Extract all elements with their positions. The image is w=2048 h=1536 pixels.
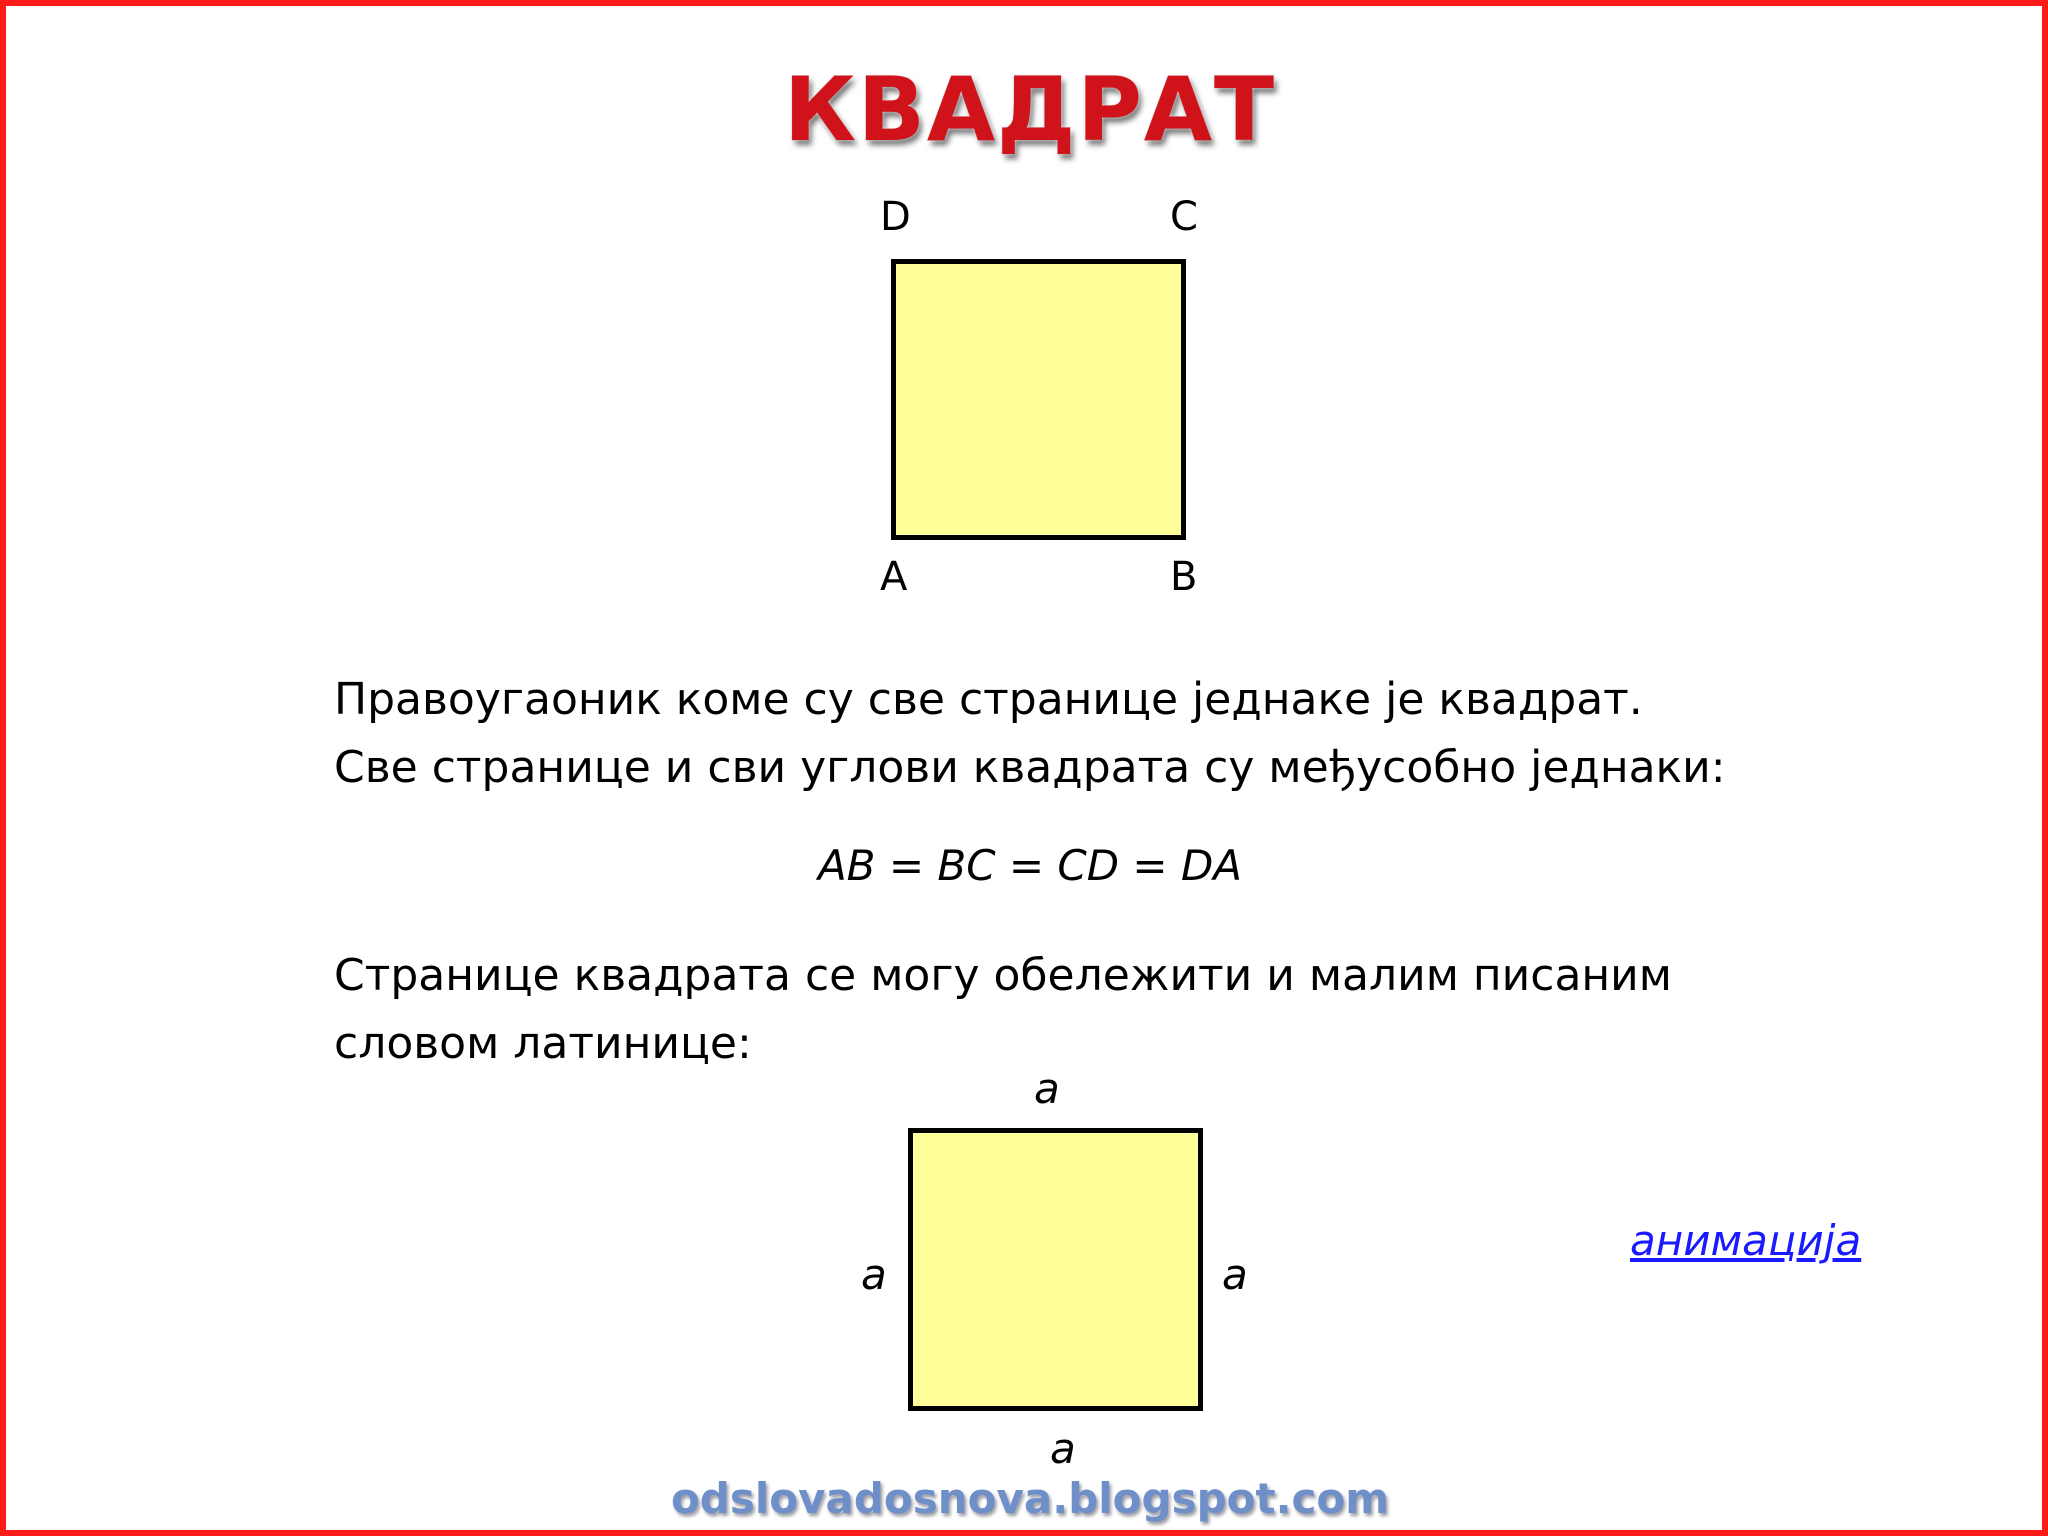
- vertex-label-b: B: [1170, 554, 1198, 600]
- slide-title: КВАДРАТ: [783, 58, 1277, 161]
- notation-line-1: Странице квадрата се могу обележити и малим писаним: [334, 950, 1672, 1001]
- definition-paragraph: [334, 666, 1726, 802]
- vertex-label-a: A: [880, 554, 908, 600]
- notation-paragraph: [334, 942, 1672, 1078]
- side-label-bottom: a: [1050, 1424, 1076, 1473]
- vertex-label-d: D: [880, 194, 911, 240]
- vertex-label-c: C: [1170, 194, 1198, 240]
- blog-watermark: odslovadosnova.blogspot.com: [670, 1474, 1390, 1523]
- side-label-left: a: [861, 1250, 887, 1299]
- notation-line-2: словом латинице:: [334, 1018, 752, 1069]
- animation-link[interactable]: анимација: [1630, 1216, 1862, 1265]
- equality-formula: AB = BC = CD = DA: [817, 841, 1243, 890]
- side-label-right: a: [1222, 1250, 1248, 1299]
- definition-line-2: Све странице и сви углови квадрата су међусобно једнаки:: [334, 742, 1726, 793]
- square-abcd: [891, 259, 1186, 540]
- definition-line-1: Правоугаоник коме су све странице једнаке је квадрат.: [334, 674, 1643, 725]
- side-label-top: a: [1034, 1064, 1060, 1113]
- square-a: [908, 1128, 1203, 1411]
